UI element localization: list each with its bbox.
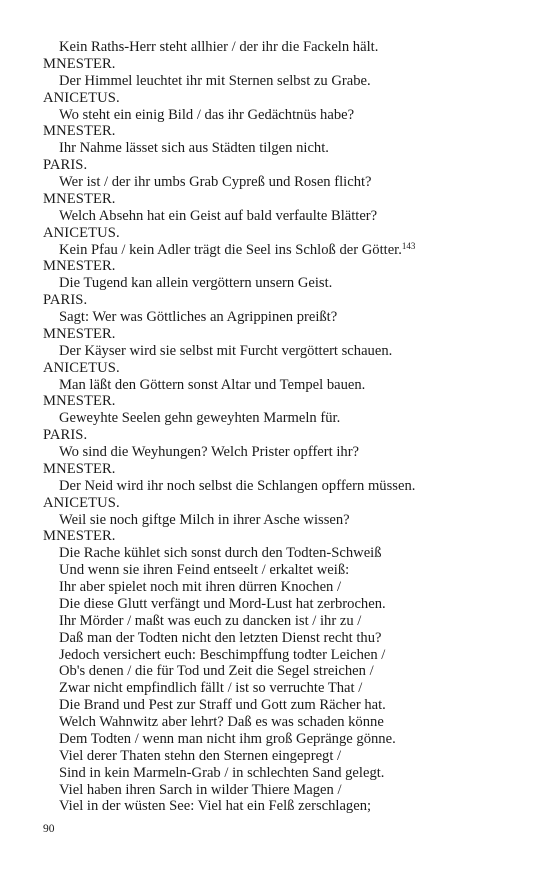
speaker-name (43, 90, 523, 107)
verse-text: Zwar nicht empfindlich fällt / ist so verruchte That / (59, 680, 363, 697)
verse-text: Viel in der wüsten See: Viel hat ein Felß zerschlagen; (59, 798, 372, 815)
verse-line (43, 309, 523, 326)
verse-line (43, 377, 523, 394)
verse-line (43, 444, 523, 461)
verse-line (43, 714, 523, 731)
verse-line (43, 663, 523, 680)
speaker-name (43, 123, 523, 140)
verse-line (43, 680, 523, 697)
verse-text: Wo sind die Weyhungen? Welch Prister opffert ihr? (59, 444, 360, 460)
verse-line (43, 343, 523, 360)
verse-line (43, 613, 523, 630)
verse-line (43, 782, 523, 799)
verse-line (43, 630, 523, 647)
verse-line (43, 647, 523, 664)
speaker-name (43, 360, 523, 377)
verse-text: Welch Absehn hat ein Geist auf bald verfaulte Blätter? (59, 207, 378, 224)
speaker-name (43, 326, 523, 343)
verse-line (43, 731, 523, 748)
verse-text: Ihr Nahme lässet sich aus Städten tilgen nicht. (59, 140, 329, 157)
verse-line (43, 208, 523, 225)
verse-text: Die Tugend kan allein vergöttern unsern Geist. (59, 275, 333, 292)
verse-line (43, 39, 523, 56)
verse-text: Ob's denen / die für Tod und Zeit die Segel streichen / (59, 663, 374, 680)
verse-text: Der Käyser wird sie selbst mit Furcht vergöttert schauen. (59, 342, 393, 359)
verse-text: Wer ist / der ihr umbs Grab Cypreß und Rosen flicht? (59, 174, 372, 190)
verse-text: Der Himmel leuchtet ihr mit Sternen selbst zu Grabe. (59, 72, 371, 89)
verse-line (43, 562, 523, 579)
verse-text: Kein Raths-Herr steht allhier / der ihr die Fackeln hält. (59, 39, 379, 55)
verse-line (43, 748, 523, 765)
verse-line (43, 596, 523, 613)
verse-text: Die Brand und Pest zur Straff und Gott zum Rächer hat. (59, 697, 386, 714)
speaker-label: MNESTER. (43, 190, 116, 207)
verse-line (43, 242, 523, 259)
verse-line (43, 140, 523, 157)
speaker-label: MNESTER. (43, 258, 116, 275)
speaker-name (43, 495, 523, 512)
verse-text: Ihr aber spielet noch mit ihren dürren Knochen / (59, 579, 342, 595)
verse-line (43, 512, 523, 529)
verse-text: Ihr Mörder / maßt was euch zu dancken ist / ihr zu / (59, 612, 362, 629)
verse-line (43, 765, 523, 782)
verse-text: Die diese Glutt verfängt und Mord-Lust hat zerbrochen. (59, 595, 386, 612)
verse-line (43, 579, 523, 596)
speaker-label: MNESTER. (43, 460, 116, 477)
speaker-label: MNESTER. (43, 325, 116, 342)
verse-text: Kein Pfau / kein Adler trägt die Seel ins Schloß der Götter. (59, 241, 402, 258)
speaker-label: MNESTER. (43, 123, 116, 140)
speaker-label: PARIS. (43, 292, 88, 309)
page-number: 90 (43, 823, 55, 835)
verse-line (43, 73, 523, 90)
footnote-marker[interactable]: 143 (401, 240, 416, 251)
speaker-name (43, 225, 523, 242)
speaker-label: MNESTER. (43, 393, 116, 410)
verse-text: Welch Wahnwitz aber lehrt? Daß es was schaden könne (59, 714, 384, 730)
speaker-label: ANICETUS. (43, 89, 120, 106)
verse-text: Jedoch versichert euch: Beschimpffung todter Leichen / (59, 646, 386, 663)
speaker-name (43, 56, 523, 73)
verse-line (43, 410, 523, 427)
verse-text: Weil sie noch giftge Milch in ihrer Asche wissen? (59, 511, 350, 528)
verse-line (43, 275, 523, 292)
verse-text: Viel derer Thaten stehn den Sternen eingepregt / (59, 747, 342, 764)
speaker-label: PARIS. (43, 157, 88, 174)
verse-text: Wo steht ein einig Bild / das ihr Gedächtnüs habe? (59, 106, 355, 123)
speaker-label: MNESTER. (43, 55, 116, 72)
verse-text: Und wenn sie ihren Feind entseelt / erkaltet weiß: (59, 562, 350, 579)
verse-text: Dem Todten / wenn man nicht ihm groß Gepränge gönne. (59, 730, 396, 747)
verse-line (43, 107, 523, 124)
verse-line (43, 478, 523, 495)
verse-text: Der Neid wird ihr noch selbst die Schlangen opffern müssen. (59, 477, 416, 494)
speaker-name (43, 258, 523, 275)
verse-text: Geweyhte Seelen gehn geweyhten Marmeln für. (59, 410, 341, 427)
verse-text: Die Rache kühlet sich sonst durch den Todten-Schweiß (59, 545, 382, 562)
speaker-label: PARIS. (43, 427, 88, 444)
speaker-name (43, 292, 523, 309)
verse-text: Sind in kein Marmeln-Grab / in schlechten Sand gelegt. (59, 764, 385, 781)
speaker-label: ANICETUS. (43, 494, 120, 511)
speaker-name (43, 157, 523, 174)
verse-line (43, 174, 523, 191)
verse-text: Sagt: Wer was Göttliches an Agrippinen preißt? (59, 309, 338, 325)
verse-line (43, 545, 523, 562)
verse-line (43, 697, 523, 714)
speaker-label: MNESTER. (43, 528, 116, 545)
speaker-label: ANICETUS. (43, 224, 120, 241)
speaker-name (43, 191, 523, 208)
verse-line (43, 798, 523, 815)
speaker-name (43, 528, 523, 545)
verse-text: Man läßt den Göttern sonst Altar und Tempel bauen. (59, 376, 366, 393)
speaker-name (43, 393, 523, 410)
speaker-name (43, 461, 523, 478)
speaker-name (43, 427, 523, 444)
verse-text: Viel haben ihren Sarch in wilder Thiere Magen / (59, 781, 342, 798)
play-text (43, 39, 523, 815)
speaker-label: ANICETUS. (43, 359, 120, 376)
verse-text: Daß man der Todten nicht den letzten Dienst recht thu? (59, 629, 382, 646)
